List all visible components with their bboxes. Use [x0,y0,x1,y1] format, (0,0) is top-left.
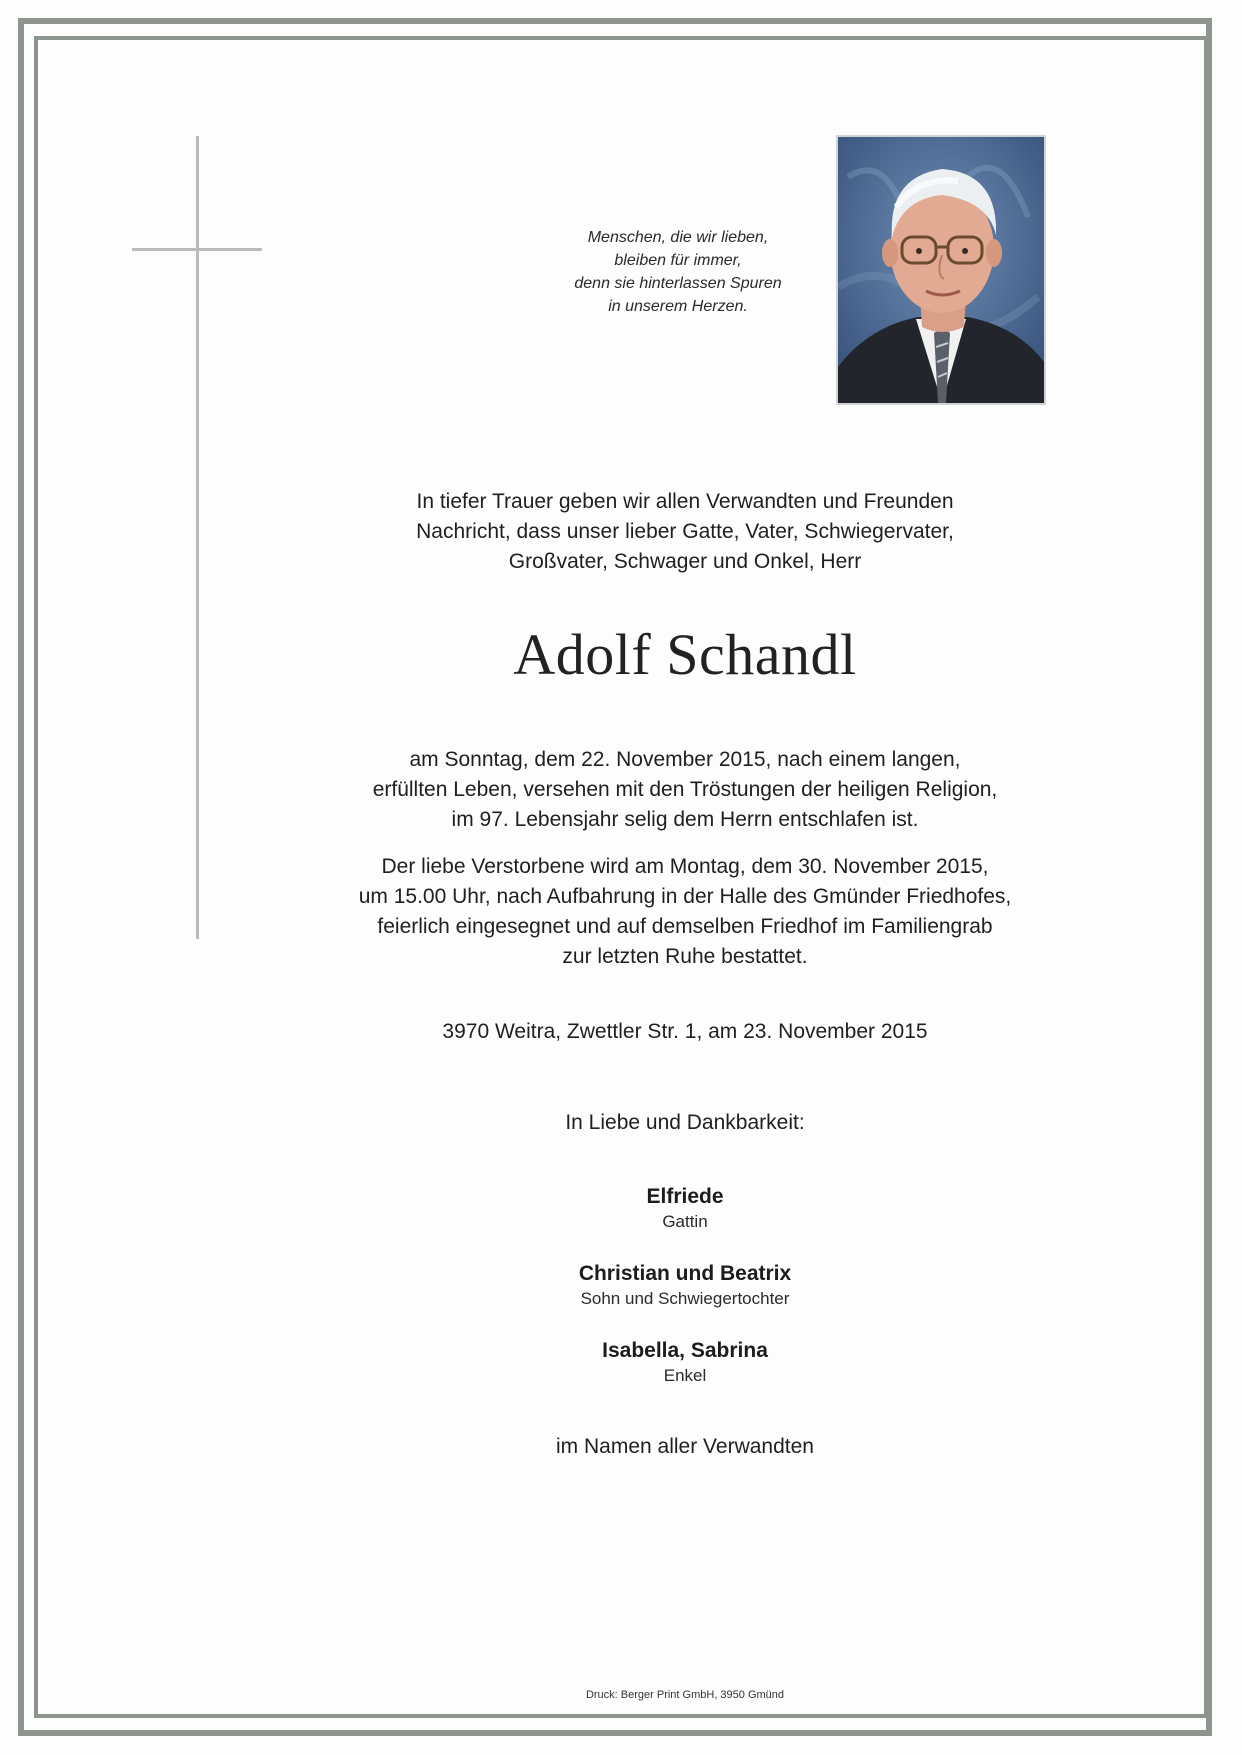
portrait-illustration [838,137,1044,403]
announcement-intro [240,487,1130,577]
memorial-quote [520,226,836,318]
quote-line: in unserem Herzen. [608,298,748,315]
intro-line: Nachricht, dass unser lieber Gatte, Vater, Schwiegervater, [416,520,954,543]
death-line: erfüllten Leben, versehen mit den Tröstungen der heiligen Religion, [372,778,998,801]
family-member-name: Isabella, Sabrina [602,1339,768,1362]
funeral-line: zur letzten Ruhe bestattet. [562,945,808,968]
funeral-details [240,852,1130,972]
family-member [240,1337,1130,1387]
family-member [240,1260,1130,1310]
funeral-line: um 15.00 Uhr, nach Aufbahrung in der Halle des Gmünder Friedhofes, [358,885,1012,908]
funeral-line: feierlich eingesegnet und auf demselben Friedhof im Familiengrab [377,915,993,938]
printer-credit: Druck: Berger Print GmbH, 3950 Gmünd [585,1689,785,1701]
family-member-relation: Sohn und Schwiegertochter [580,1289,790,1308]
intro-line: Großvater, Schwager und Onkel, Herr [508,550,862,573]
quote-line: Menschen, die wir lieben, [587,229,769,246]
intro-line: In tiefer Trauer geben wir allen Verwandten und Freunden [416,490,954,513]
quote-line: bleiben für immer, [614,252,742,269]
family-member-relation: Enkel [663,1366,707,1385]
death-line: am Sonntag, dem 22. November 2015, nach einem langen, [409,748,961,771]
family-member-name: Elfriede [646,1185,724,1208]
portrait-photo [836,135,1046,405]
deceased-name: Adolf Schandl [513,622,857,687]
family-member [240,1183,1130,1233]
death-line: im 97. Lebensjahr selig dem Herrn entschlafen ist. [451,808,919,831]
family-member-name: Christian und Beatrix [578,1262,792,1285]
closing-line: im Namen aller Verwandten [556,1435,814,1458]
address-date: 3970 Weitra, Zwettler Str. 1, am 23. November 2015 [442,1020,928,1043]
funeral-line: Der liebe Verstorbene wird am Montag, dem 30. November 2015, [381,855,989,878]
cross-vertical-bar [196,136,199,939]
quote-line: denn sie hinterlassen Spuren [574,275,782,292]
cross-horizontal-bar [132,248,262,251]
thanks-heading: In Liebe und Dankbarkeit: [565,1111,805,1134]
death-notice [240,745,1130,835]
family-member-relation: Gattin [662,1212,708,1231]
